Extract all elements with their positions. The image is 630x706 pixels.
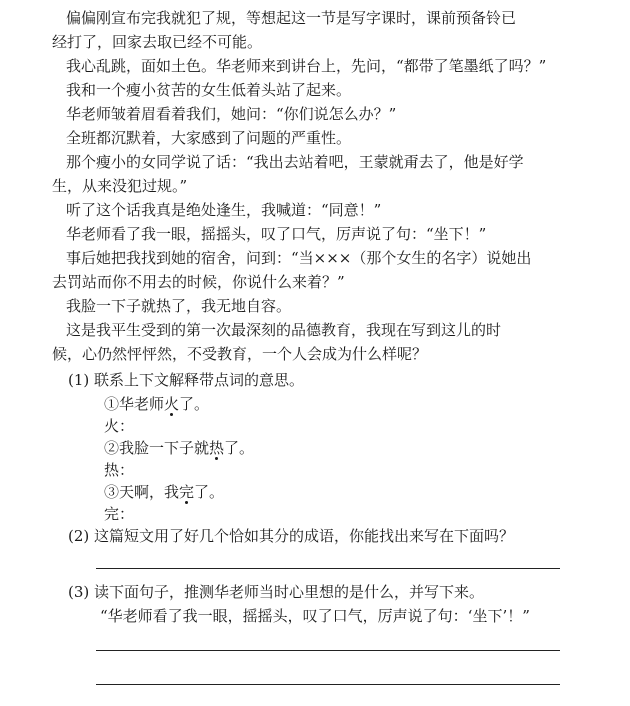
- q1-item-3-answer-label: 完：: [104, 505, 135, 523]
- q2-answer-line[interactable]: [96, 568, 560, 569]
- question-3-quote: “华老师看了我一眼，摇摇头，叹了口气，厉声说了句：‘坐下’！”: [100, 607, 530, 625]
- passage-paragraph-4: [66, 102, 586, 126]
- q1-item-2: [104, 436, 254, 460]
- passage-line: 这是我平生受到的第一次最深刻的品德教育，我现在写到这儿的时: [66, 321, 502, 339]
- passage-line: 经打了，回家去取已经不可能。: [52, 33, 263, 51]
- emphasis-dot-word: 火: [164, 395, 180, 413]
- passage-paragraph-5: [66, 126, 586, 150]
- q1-item-3-before: ③天啊，我: [104, 483, 180, 501]
- passage-paragraph-2: [66, 54, 586, 78]
- passage-line: 听了这个话我真是绝处逢生，我喊道：“同意！”: [66, 201, 382, 219]
- passage-line: 去罚站而你不用去的时候，你说什么来着？”: [52, 273, 345, 291]
- passage-paragraph-6: [52, 150, 586, 198]
- q1-item-1: [104, 392, 209, 416]
- passage-paragraph-1: [52, 6, 586, 54]
- passage-line: 候，心仍然怦怦然，不受教育，一个人会成为什么样呢？: [52, 345, 428, 363]
- q1-item-2-answer-label: 热：: [104, 461, 135, 479]
- passage-paragraph-11: [52, 318, 586, 366]
- emphasis-dot-word: 完: [179, 483, 195, 501]
- q3-answer-line-2[interactable]: [96, 684, 560, 685]
- q1-item-3: [104, 480, 224, 504]
- question-1-label: (1) 联系上下文解释带点词的意思。: [68, 371, 305, 389]
- passage-paragraph-10: [66, 294, 586, 318]
- question-2-label: (2) 这篇短文用了好几个恰如其分的成语，你能找出来写在下面吗？: [68, 527, 515, 545]
- passage-line: 我和一个瘦小贫苦的女生低着头站了起来。: [66, 81, 352, 99]
- question-3-label: (3) 读下面句子，推测华老师当时心里想的是什么，并写下来。: [68, 583, 485, 601]
- passage-line: 偏偏刚宣布完我就犯了规，等想起这一节是写字课时，课前预备铃已: [66, 9, 517, 27]
- passage-line: 我脸一下子就热了，我无地自容。: [66, 297, 292, 315]
- passage-line: 我心乱跳，面如土色。华老师来到讲台上，先问，“都带了笔墨纸了吗？”: [66, 57, 547, 75]
- passage-line: 事后她把我找到她的宿舍，问到：“当×××（那个女生的名字）说她出: [66, 249, 532, 267]
- q1-item-1-before: ①华老师: [104, 395, 165, 413]
- passage-line: 华老师看了我一眼，摇摇头，叹了口气，厉声说了句：“坐下！”: [66, 225, 487, 243]
- q3-answer-line-1[interactable]: [96, 650, 560, 651]
- passage-paragraph-3: [66, 78, 586, 102]
- emphasis-dot-word: 热: [209, 439, 225, 457]
- passage-line: 全班都沉默着，大家感到了问题的严重性。: [66, 129, 352, 147]
- q1-item-1-after: 了。: [179, 395, 210, 413]
- q1-item-1-answer-label: 火：: [104, 417, 135, 435]
- passage-line: 华老师皱着眉看着我们，她问：“你们说怎么办？”: [66, 105, 397, 123]
- passage-paragraph-9: [52, 246, 586, 294]
- q1-item-2-before: ②我脸一下子就: [104, 439, 210, 457]
- passage-line: 那个瘦小的女同学说了话：“我出去站着吧，王蒙就甭去了，他是好学: [66, 153, 524, 171]
- q1-item-3-after: 了。: [194, 483, 225, 501]
- passage-paragraph-8: [66, 222, 586, 246]
- q1-item-2-after: 了。: [224, 439, 255, 457]
- passage-paragraph-7: [66, 198, 586, 222]
- passage-line: 生，从来没犯过规。”: [52, 177, 188, 195]
